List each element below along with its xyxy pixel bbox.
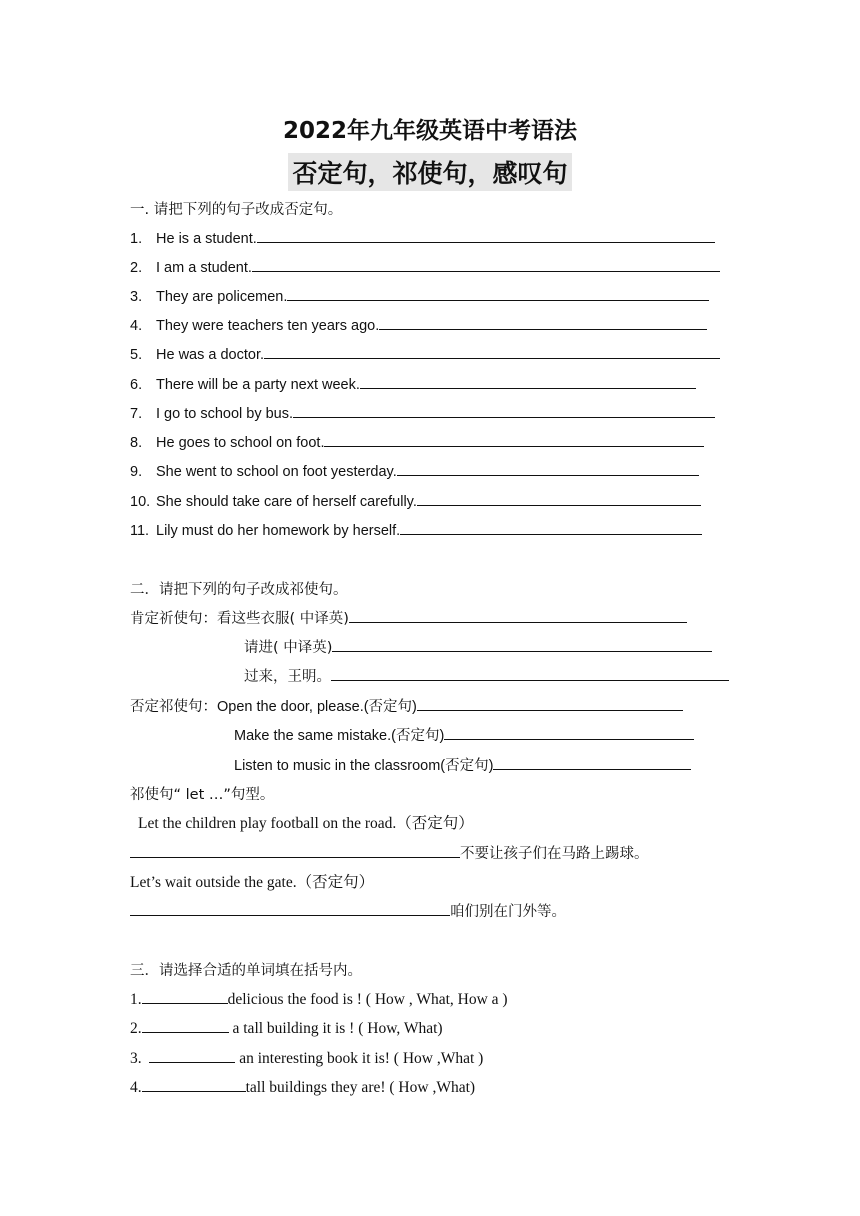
section1-heading: 一. 请把下列的句子改成否定句。 <box>130 202 343 218</box>
item-number: 11. <box>130 523 150 539</box>
item-number: 5. <box>130 347 143 363</box>
item-sentence: They are policemen. <box>156 289 288 305</box>
answer-blank[interactable] <box>142 1019 229 1033</box>
answer-blank[interactable] <box>293 404 715 418</box>
item-sentence: He was a doctor. <box>156 347 264 363</box>
exercise-item <box>130 521 702 541</box>
negative-item: Open the door, please.(否定句) <box>217 699 417 715</box>
exercise-item <box>130 258 720 278</box>
positive-item: 请进( 中译英) <box>244 640 333 656</box>
exercise-item <box>130 229 715 249</box>
item-number: 10. <box>130 494 151 510</box>
answer-blank[interactable] <box>324 433 704 447</box>
section2-heading: 二．请把下列的句子改成祁使句。 <box>130 582 348 598</box>
page-subtitle-wrap <box>0 153 860 191</box>
negative-label: 否定祁使句： <box>130 699 217 715</box>
positive-item: 过来，王明。 <box>244 669 331 685</box>
item-sentence: She went to school on foot yesterday. <box>156 464 397 480</box>
answer-blank[interactable] <box>349 609 687 623</box>
exercise-item <box>130 404 715 424</box>
answer-blank[interactable] <box>130 844 460 858</box>
item-sentence: He goes to school on foot. <box>156 435 325 451</box>
item-number: 1. <box>130 991 142 1008</box>
exercise-item <box>130 433 704 453</box>
answer-blank[interactable] <box>257 229 715 243</box>
item-sentence: There will be a party next week. <box>156 377 360 393</box>
answer-blank[interactable] <box>332 638 712 652</box>
item-sentence: She should take care of herself carefully. <box>156 494 417 510</box>
item-number: 4. <box>130 1079 142 1096</box>
exclamation-item <box>130 1078 475 1098</box>
exercise-item <box>130 287 709 307</box>
exercise-item <box>130 375 696 395</box>
item-sentence: I am a student. <box>156 260 252 276</box>
answer-blank[interactable] <box>149 1049 235 1063</box>
positive-label: 肯定祈使句： <box>130 611 217 627</box>
exercise-item <box>130 492 701 512</box>
item-sentence: They were teachers ten years ago. <box>156 318 380 334</box>
exercise-item <box>130 345 720 365</box>
negative-imperative-row <box>130 697 683 717</box>
page-subtitle: 否定句，祁使句，感叹句 <box>288 153 571 191</box>
answer-blank[interactable] <box>287 287 709 301</box>
answer-blank[interactable] <box>397 462 699 476</box>
let-question-1: Let the children play football on the road.（否定句） <box>138 815 474 832</box>
item-number: 2. <box>130 260 143 276</box>
positive-imperative-row <box>244 667 729 687</box>
negative-imperative-row <box>234 726 694 746</box>
answer-blank[interactable] <box>444 726 694 740</box>
item-sentence: delicious the food is ! ( How , What, How a ) <box>227 991 508 1008</box>
item-number: 6. <box>130 377 143 393</box>
answer-blank[interactable] <box>331 667 729 681</box>
exclamation-item <box>130 990 508 1010</box>
item-sentence: I go to school by bus. <box>156 406 294 422</box>
answer-blank[interactable] <box>400 521 702 535</box>
negative-imperative-row <box>234 756 691 776</box>
let-answer-row-1 <box>130 844 649 864</box>
exclamation-item <box>130 1019 443 1039</box>
let-hint-1: 不要让孩子们在马路上踢球。 <box>460 846 649 862</box>
let-hint-2: 咱们别在门外等。 <box>450 904 566 920</box>
negative-item: Listen to music in the classroom(否定句) <box>234 758 494 774</box>
item-number: 3. <box>130 1050 142 1067</box>
page-title: 2022年九年级英语中考语法 <box>282 118 577 144</box>
item-number: 8. <box>130 435 143 451</box>
item-number: 9. <box>130 464 143 480</box>
section3-heading: 三．请选择合适的单词填在括号内。 <box>130 963 362 979</box>
item-number: 2. <box>130 1020 142 1037</box>
answer-blank[interactable] <box>360 375 696 389</box>
answer-blank[interactable] <box>417 697 683 711</box>
item-sentence: tall buildings they are! ( How ,What) <box>245 1079 476 1096</box>
item-sentence: a tall building it is ! ( How, What) <box>228 1020 443 1037</box>
answer-blank[interactable] <box>264 345 720 359</box>
answer-blank[interactable] <box>417 492 701 506</box>
answer-blank[interactable] <box>142 990 228 1004</box>
item-sentence: He is a student. <box>156 231 257 247</box>
let-answer-row-2 <box>130 902 566 922</box>
exercise-item <box>130 462 699 482</box>
positive-imperative-row <box>244 638 712 658</box>
exclamation-item <box>130 1049 483 1069</box>
item-sentence: Lily must do her homework by herself. <box>156 523 401 539</box>
answer-blank[interactable] <box>130 902 450 916</box>
item-number: 3. <box>130 289 143 305</box>
let-question-2: Let’s wait outside the gate.（否定句） <box>130 874 375 891</box>
answer-blank[interactable] <box>493 756 691 770</box>
item-number: 1. <box>130 231 143 247</box>
answer-blank[interactable] <box>379 316 707 330</box>
item-number: 4. <box>130 318 143 334</box>
answer-blank[interactable] <box>142 1078 246 1092</box>
positive-item: 看这些衣服( 中译英) <box>217 611 349 627</box>
exercise-item <box>130 316 707 336</box>
item-number: 7. <box>130 406 143 422</box>
let-pattern-label: 祁使句“ let …”句型。 <box>130 787 275 803</box>
negative-item: Make the same mistake.(否定句) <box>234 728 445 744</box>
item-sentence: an interesting book it is! ( How ,What ) <box>235 1050 484 1067</box>
positive-imperative-row <box>130 609 687 629</box>
answer-blank[interactable] <box>252 258 720 272</box>
